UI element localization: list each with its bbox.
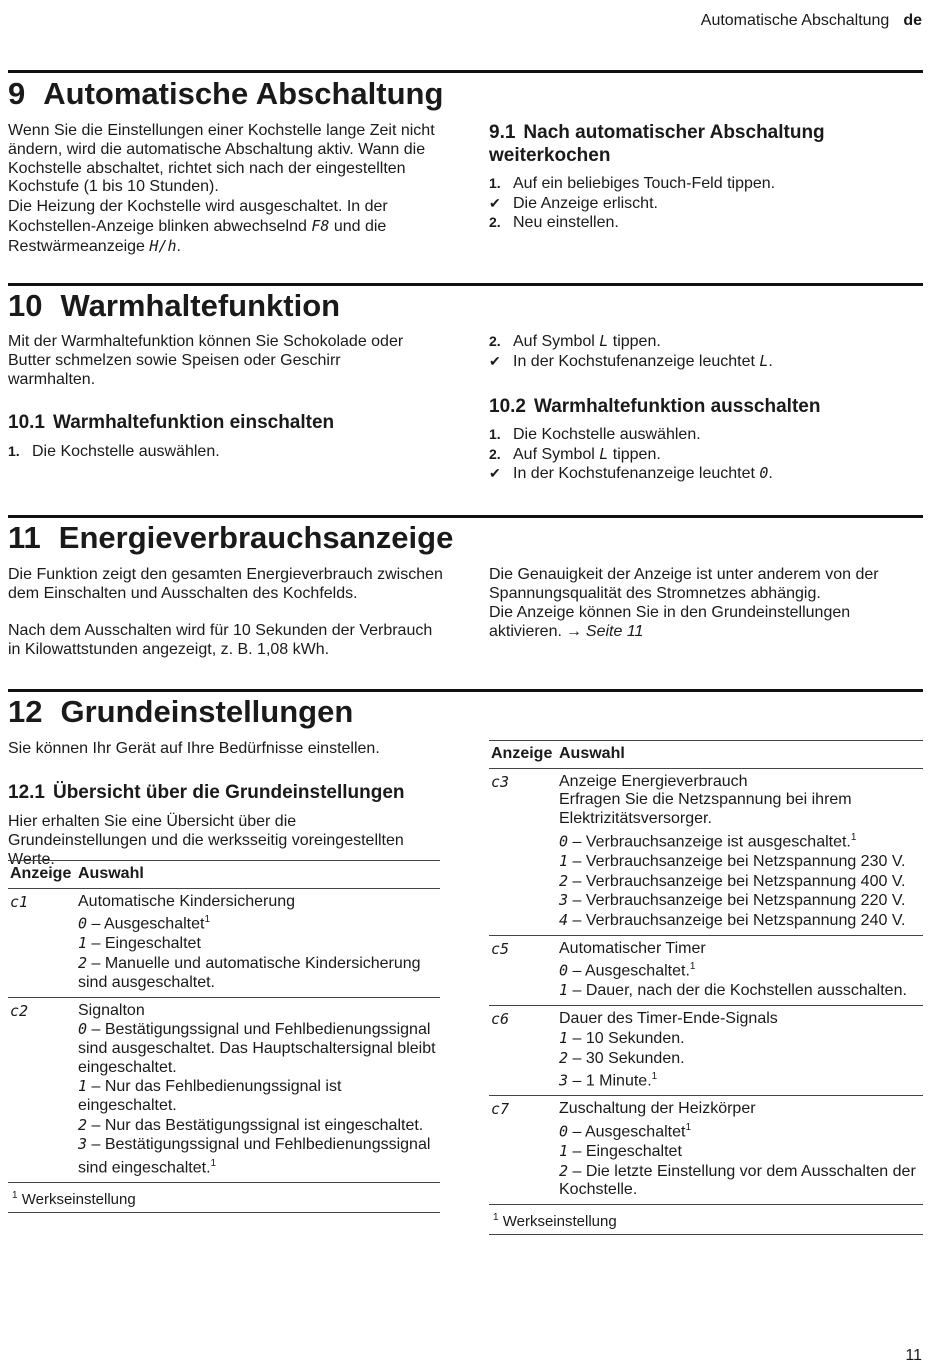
setting-code: c1 bbox=[10, 892, 29, 911]
setting-options bbox=[557, 768, 923, 935]
column-header-selection: Auswahl bbox=[78, 865, 144, 882]
display-symbol: 3 bbox=[78, 1135, 88, 1154]
option-line: 3 – Bestätigungssignal und Fehlbedienungssignal sind eingeschaltet.$^1$ bbox=[78, 1135, 431, 1177]
display-symbol: 1 bbox=[559, 981, 569, 1000]
subsection-10-2-heading: 10.2 Warmhaltefunktion ausschalten bbox=[489, 396, 821, 417]
option-line: 2 – 30 Sekunden. bbox=[559, 1048, 685, 1067]
footnote-marker: 1 bbox=[204, 914, 211, 926]
option-line: Automatischer Timer bbox=[559, 939, 706, 957]
option-line: Erfragen Sie die Netzspannung bei ihrem Elektrizitätsversorger. bbox=[559, 791, 852, 828]
section-9-paragraph-2: Die Heizung der Kochstelle wird ausgeschaltet. In der Kochstellen-Anzeige blinken abwechselnd F8 und die Restwärmeanzeige H/h. bbox=[8, 198, 388, 255]
option-line: 0 – Ausgeschaltet$^1$ bbox=[78, 914, 211, 933]
section-10-2-steps bbox=[489, 425, 921, 484]
step-item: 1. Die Kochstelle auswählen. bbox=[8, 443, 220, 460]
column-header-selection: Auswahl bbox=[559, 745, 625, 762]
display-symbol: L bbox=[599, 444, 609, 463]
subsection-12-1-heading: 12.1 Übersicht über die Grundeinstellungen bbox=[8, 782, 405, 803]
display-symbol: 1 bbox=[78, 1077, 88, 1096]
section-11-right-paragraph: Die Genauigkeit der Anzeige ist unter anderem von der Spannungsqualität des Stromnetzes abhängig. bbox=[489, 566, 879, 602]
setting-options bbox=[557, 935, 923, 1005]
checkmark-icon: ✔ bbox=[489, 465, 501, 481]
step-item: 2. Auf Symbol L tippen. bbox=[489, 444, 661, 463]
option-line: 2 – Nur das Bestätigungssignal ist eingeschaltet. bbox=[78, 1115, 424, 1134]
section-11-right-paragraph-2: Die Anzeige können Sie in den Grundeinstellungen aktivieren. → Seite 11 bbox=[489, 604, 851, 640]
setting-code: c3 bbox=[491, 772, 510, 791]
table-header-row bbox=[489, 741, 923, 769]
option-line: Signalton bbox=[78, 1001, 145, 1019]
subsection-10-1-heading: 10.1 Warmhaltefunktion einschalten bbox=[8, 412, 335, 433]
checkmark-icon: ✔ bbox=[489, 194, 501, 211]
footnote-marker: 1 bbox=[210, 1158, 217, 1170]
header-section-title: Automatische Abschaltung bbox=[700, 12, 890, 29]
display-symbol: 0 bbox=[559, 832, 569, 851]
page-reference-link[interactable]: Seite 11 bbox=[585, 622, 644, 640]
result-item: ✔ In der Kochstufenanzeige leuchtet 0. bbox=[489, 464, 773, 482]
subsection-9-1-heading: 9.1 Nach automatischer Abschaltung weiterkochen bbox=[489, 122, 825, 166]
display-symbol: 2 bbox=[559, 871, 569, 890]
display-symbol: 0 bbox=[78, 914, 88, 933]
section-12-heading: 12 Grundeinstellungen bbox=[8, 694, 354, 729]
table-row bbox=[489, 768, 923, 935]
section-10-1-steps-right bbox=[489, 332, 921, 371]
option-line: 1 – Dauer, nach der die Kochstellen ausschalten. bbox=[559, 981, 907, 1000]
section-11-left-paragraph: Die Funktion zeigt den gesamten Energieverbrauch zwischen dem Einschalten und Ausschalten des Kochfelds. bbox=[8, 566, 443, 602]
footnote-marker: 1 bbox=[850, 831, 857, 843]
footnote-row: $^1$ Werkseinstellung bbox=[8, 1183, 440, 1213]
option-line: 2 – Verbrauchsanzeige bei Netzspannung 400 V. bbox=[559, 871, 906, 890]
step-item: 1. Die Kochstelle auswählen. bbox=[489, 426, 701, 443]
arrow-right-icon: → bbox=[565, 622, 582, 640]
display-symbol: L bbox=[599, 332, 609, 350]
display-symbol: 1 bbox=[559, 1141, 569, 1160]
option-line: 1 – Eingeschaltet bbox=[559, 1141, 682, 1160]
table-row bbox=[8, 997, 440, 1183]
checkmark-icon: ✔ bbox=[489, 352, 501, 369]
option-line: 0 – Ausgeschaltet$^1$ bbox=[559, 1121, 692, 1141]
footnote-marker: 1 bbox=[651, 1071, 658, 1083]
section-10-heading: 10 Warmhaltefunktion bbox=[8, 288, 341, 323]
table-row bbox=[489, 935, 923, 1005]
setting-code: c5 bbox=[491, 939, 510, 958]
setting-code: c6 bbox=[491, 1010, 510, 1029]
column-header-display: Anzeige bbox=[491, 745, 553, 762]
section-rule bbox=[8, 515, 923, 518]
step-item: 2. Auf Symbol L tippen. bbox=[489, 332, 661, 350]
option-line: 2 – Die letzte Einstellung vor dem Ausschalten der Kochstelle. bbox=[559, 1161, 916, 1199]
table-row bbox=[8, 888, 440, 997]
section-11-heading: 11 Energieverbrauchsanzeige bbox=[8, 520, 454, 555]
display-symbol: L bbox=[759, 351, 769, 370]
option-line: 1 – Eingeschaltet bbox=[78, 934, 201, 953]
section-9-paragraph-1: Wenn Sie die Einstellungen einer Kochstelle lange Zeit nicht ändern, wird die automatische Abschaltung aktiv. Wann die Kochstelle abschaltet, richtet sich nach der eingestellten Kochstufe (1 bis 10 Stunden). bbox=[8, 122, 435, 196]
display-symbol: 0 bbox=[559, 961, 569, 980]
display-symbol: 2 bbox=[559, 1161, 569, 1180]
table-row bbox=[489, 1096, 923, 1205]
display-symbol: 3 bbox=[559, 891, 569, 910]
display-symbol: 2 bbox=[78, 1115, 88, 1134]
section-12-intro: Sie können Ihr Gerät auf Ihre Bedürfnisse einstellen. bbox=[8, 740, 380, 757]
display-symbol: F8 bbox=[311, 216, 330, 235]
display-symbol: 0 bbox=[78, 1020, 88, 1039]
section-10-intro: Mit der Warmhaltefunktion können Sie Schokolade oder Butter schmelzen sowie Speisen oder Geschirr warmhalten. bbox=[8, 333, 404, 388]
option-line: 4 – Verbrauchsanzeige bei Netzspannung 240 V. bbox=[559, 910, 906, 929]
display-symbol: 2 bbox=[78, 954, 88, 973]
display-symbol: 0 bbox=[559, 1122, 569, 1141]
footnote-marker: 1 bbox=[689, 961, 696, 973]
display-symbol: 3 bbox=[559, 1071, 569, 1090]
option-line: 3 – Verbrauchsanzeige bei Netzspannung 220 V. bbox=[559, 891, 906, 910]
table-row bbox=[489, 1006, 923, 1096]
section-rule bbox=[8, 70, 923, 73]
setting-code: c7 bbox=[491, 1100, 510, 1119]
option-line: Dauer des Timer-Ende-Signals bbox=[559, 1010, 778, 1028]
result-item: ✔ Die Anzeige erlischt. bbox=[489, 194, 658, 212]
setting-code: c2 bbox=[10, 1001, 29, 1020]
result-item: ✔ In der Kochstufenanzeige leuchtet L. bbox=[489, 351, 773, 370]
section-rule bbox=[8, 689, 923, 692]
option-line: 2 – Manuelle und automatische Kindersicherung sind ausgeschaltet. bbox=[78, 954, 421, 991]
display-symbol: 2 bbox=[559, 1048, 569, 1067]
column-header-display: Anzeige bbox=[10, 865, 72, 882]
section-11-left-paragraph-2: Nach dem Ausschalten wird für 10 Sekunden der Verbrauch in Kilowattstunden angezeigt, z. B. 1,08 kWh. bbox=[8, 622, 433, 658]
option-line: 0 – Ausgeschaltet.$^1$ bbox=[559, 961, 696, 980]
section-9-heading: 9 Automatische Abschaltung bbox=[8, 76, 444, 111]
option-line: 0 – Verbrauchsanzeige ist ausgeschaltet.$^1$ bbox=[559, 831, 857, 851]
display-symbol: 1 bbox=[559, 1028, 569, 1047]
option-line: 0 – Bestätigungssignal und Fehlbedienungssignal sind ausgeschaltet. Das Hauptschaltersignal bleibt eingeschaltet. bbox=[78, 1020, 436, 1076]
settings-table-right bbox=[489, 740, 923, 1235]
header-language: de bbox=[903, 12, 922, 29]
section-9-1-steps bbox=[489, 174, 921, 233]
step-item: 2. Neu einstellen. bbox=[489, 214, 619, 231]
option-line: Zuschaltung der Heizkörper bbox=[559, 1100, 756, 1118]
display-symbol: 4 bbox=[559, 910, 569, 929]
setting-options bbox=[76, 997, 440, 1183]
footnote-marker: 1 bbox=[685, 1121, 692, 1133]
footnote-row: $^1$ Werkseinstellung bbox=[489, 1205, 923, 1235]
option-line: Anzeige Energieverbrauch bbox=[559, 772, 748, 790]
display-symbol: 1 bbox=[559, 851, 569, 870]
page-number: 11 bbox=[905, 1347, 922, 1364]
setting-options bbox=[76, 888, 440, 997]
option-line: 1 – Verbrauchsanzeige bei Netzspannung 230 V. bbox=[559, 851, 906, 870]
settings-table-left bbox=[8, 860, 440, 1213]
display-symbol: 1 bbox=[78, 934, 88, 953]
table-header-row bbox=[8, 861, 440, 889]
display-symbol: H/h bbox=[149, 236, 177, 255]
section-rule bbox=[8, 283, 923, 286]
option-line: Automatische Kindersicherung bbox=[78, 892, 296, 910]
setting-options bbox=[557, 1006, 923, 1096]
option-line: 1 – Nur das Fehlbedienungssignal ist eingeschaltet. bbox=[78, 1077, 342, 1115]
running-header bbox=[701, 12, 922, 30]
option-line: 3 – 1 Minute.$^1$ bbox=[559, 1071, 658, 1090]
subsection-12-1-text: Hier erhalten Sie eine Übersicht über die Grundeinstellungen und die werksseitig voreingestellten Werte. bbox=[8, 813, 404, 868]
section-10-1-steps-left bbox=[8, 442, 448, 462]
setting-options bbox=[557, 1096, 923, 1205]
step-item: 1. Auf ein beliebiges Touch-Feld tippen. bbox=[489, 175, 776, 192]
display-symbol: 0 bbox=[759, 464, 769, 482]
option-line: 1 – 10 Sekunden. bbox=[559, 1028, 685, 1047]
